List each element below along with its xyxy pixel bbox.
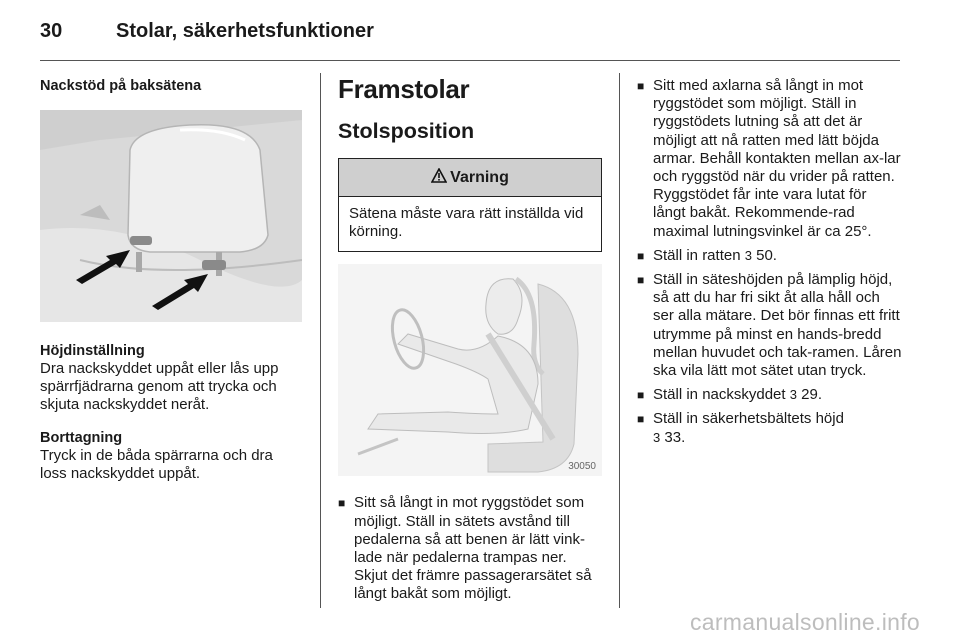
bullet-icon: ■ bbox=[637, 412, 645, 427]
warning-triangle-icon bbox=[431, 168, 447, 188]
warning-header bbox=[339, 159, 601, 197]
watermark: carmanualsonline.info bbox=[689, 609, 920, 635]
figure-code: 30050 bbox=[568, 461, 596, 473]
column-divider bbox=[619, 73, 620, 608]
warning-text: Sätena måste vara rätt inställda vid körning. bbox=[349, 205, 584, 241]
bullet-icon: ■ bbox=[637, 79, 645, 93]
list-item-text: Sitt med axlarna så långt in mot ryggstödet som möjligt. Ställ in ryggstödets lutning så att det är möjligt att nå ratten med lätt böjda armar. Behåll kontakten mellan ax-lar och ryggstöd när du vrider på ratten. Ryggstödet får inte vara lutat för långt bakåt. Rekommende-rad maximal lutningsvinkel är ca 25°. bbox=[653, 77, 901, 240]
column-1 bbox=[40, 72, 302, 483]
chapter-heading: Framstolar bbox=[338, 74, 470, 104]
page-reference[interactable]: 29. bbox=[801, 386, 823, 404]
list-item-text: Ställ in nackskyddet bbox=[653, 386, 786, 404]
warning-box bbox=[338, 158, 602, 252]
list-item bbox=[637, 386, 903, 404]
column-3 bbox=[637, 72, 903, 453]
list-item bbox=[637, 247, 903, 265]
bullet-list bbox=[338, 494, 602, 603]
page-reference-icon: 3 bbox=[789, 387, 797, 403]
warning-title: Varning bbox=[450, 168, 509, 186]
bullet-icon: ■ bbox=[338, 496, 346, 511]
subheading-removal: Borttagning bbox=[40, 429, 123, 446]
driver-seat-illustration bbox=[338, 264, 602, 476]
page-reference-icon: 3 bbox=[744, 247, 752, 263]
page-reference[interactable]: 33. bbox=[664, 428, 686, 446]
bullet-icon: ■ bbox=[637, 273, 645, 288]
paragraph-removal: Tryck in de båda spärrarna och dra loss nackskyddet uppåt. bbox=[40, 446, 273, 482]
section-heading-rear-headrests: Nackstöd på baksätena bbox=[40, 78, 202, 94]
list-item-text: Ställ in ratten bbox=[653, 246, 741, 264]
page-number: 30 bbox=[40, 20, 63, 42]
bullet-icon: ■ bbox=[637, 388, 645, 403]
list-item bbox=[637, 271, 903, 380]
page-reference-icon: 3 bbox=[653, 429, 661, 445]
list-item bbox=[338, 494, 602, 603]
header-rule bbox=[40, 60, 900, 61]
running-title: Stolar, säkerhetsfunktioner bbox=[116, 20, 374, 42]
column-2 bbox=[338, 72, 602, 610]
subheading-height-adjustment: Höjdinställning bbox=[40, 343, 145, 359]
bullet-list bbox=[637, 77, 903, 447]
section-heading-seat-position: Stolsposition bbox=[338, 119, 475, 143]
column-divider bbox=[320, 73, 321, 608]
list-item-text: Ställ in säteshöjden på lämplig höjd, så att du har fri sikt åt alla håll och ser alla mätare. Det bör finnas ett fritt utrymme på minst en hands-bredd mellan huvudet och tak-ramen. Låren ska vila lätt mot sätet utan tryck. bbox=[653, 271, 902, 380]
list-item bbox=[637, 410, 903, 446]
paragraph-height-adjustment: Dra nackskyddet uppåt eller lås upp spärrfjädrarna genom att trycka och skjuta nackskyddet neråt. bbox=[40, 360, 279, 414]
bullet-icon: ■ bbox=[637, 248, 645, 263]
headrest-illustration bbox=[40, 110, 302, 322]
list-item-text: Sitt så långt in mot ryggstödet som möjligt. Ställ in sätets avstånd till pedalerna så att benen är lätt vink-lade när pedalerna trampas ner. Skjut det främre passagerarsätet så långt bakåt som möjligt. bbox=[354, 494, 592, 603]
page-reference[interactable]: 50. bbox=[756, 246, 777, 264]
list-item bbox=[637, 77, 903, 241]
list-item-text: Ställ in säkerhetsbältets höjd bbox=[653, 410, 844, 428]
